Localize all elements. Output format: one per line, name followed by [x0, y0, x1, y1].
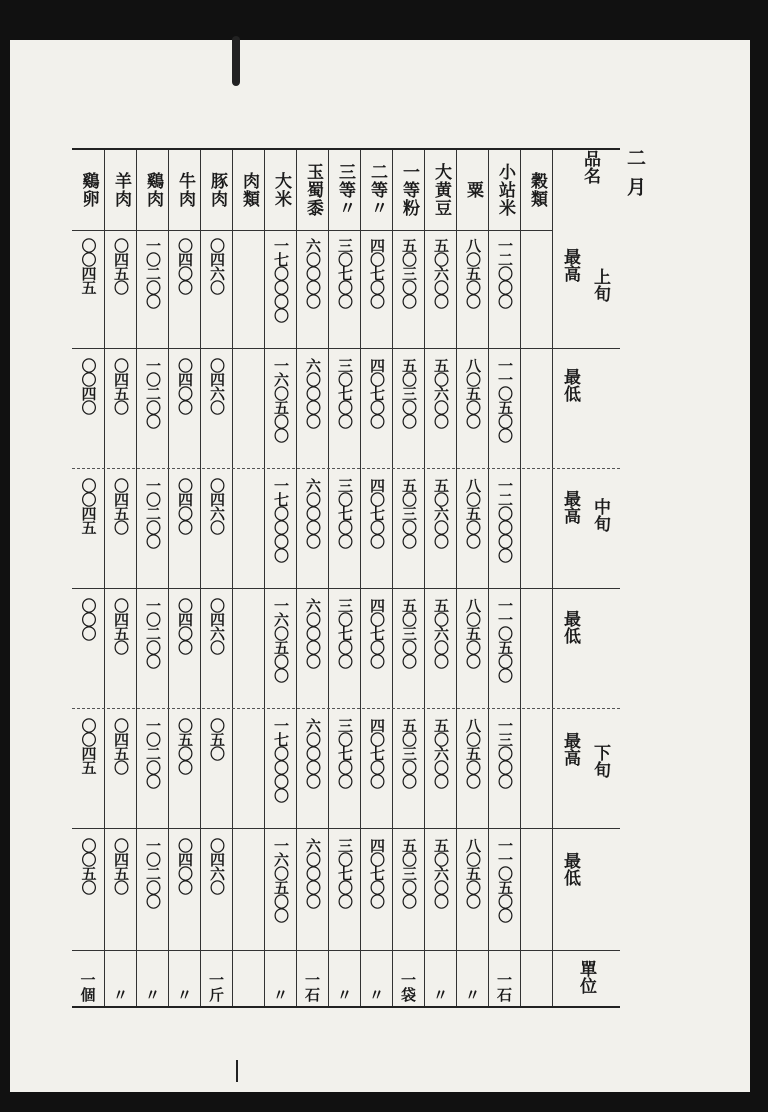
price-cell [457, 238, 488, 350]
price-cell [137, 478, 168, 590]
month-label: 二月 [624, 148, 646, 206]
price-value: 一七〇〇〇〇 [272, 238, 290, 322]
price-value: 六〇〇〇〇 [304, 478, 322, 548]
price-cell [425, 238, 456, 350]
price-value: 一七〇〇〇〇 [272, 478, 290, 562]
period-2-min: 最低 [560, 610, 580, 644]
scan-mark [236, 1060, 238, 1082]
price-cell [521, 718, 552, 830]
item-name: 小站米 [495, 163, 515, 217]
price-cell [233, 478, 264, 590]
unit-cell [393, 952, 424, 1002]
price-value: 一三〇〇〇 [496, 718, 514, 788]
price-value: 〇四五〇 [112, 238, 130, 294]
unit-value: 一石 [303, 972, 321, 1002]
price-value: 一六〇五〇〇 [272, 838, 290, 922]
price-value: 一六〇五〇〇 [272, 598, 290, 682]
price-value: 〇〇〇 [79, 598, 98, 640]
price-cell [425, 478, 456, 590]
price-cell [233, 238, 264, 350]
price-value: 〇四六〇 [208, 238, 226, 294]
unit-value: 〃 [367, 987, 385, 1002]
item-name-cell [265, 150, 296, 231]
price-value: 〇四五〇 [112, 838, 130, 894]
price-cell [297, 598, 328, 710]
price-value: 〇四五〇 [112, 478, 130, 534]
price-cell [105, 358, 136, 470]
period-1-min: 最低 [560, 368, 580, 402]
price-value: 一〇二〇〇 [144, 598, 162, 668]
price-cell [425, 838, 456, 950]
price-cell [521, 478, 552, 590]
price-value: 一〇二〇〇 [144, 478, 162, 548]
price-cell [72, 238, 104, 350]
unit-header: 單位 [576, 960, 596, 994]
price-cell [169, 478, 200, 590]
unit-value: 〃 [431, 987, 449, 1002]
item-name-cell [329, 150, 360, 231]
price-value: 〇四〇〇 [176, 598, 194, 654]
price-cell [489, 358, 520, 470]
period-1-label: 上旬 [590, 268, 610, 302]
item-name: 三等〃 [335, 163, 355, 217]
price-cell [425, 358, 456, 470]
price-value: 五〇六〇〇 [432, 238, 450, 308]
price-cell [521, 358, 552, 470]
item-name-cell [361, 150, 392, 231]
price-cell [393, 358, 424, 470]
price-value: 〇四〇〇 [176, 238, 194, 294]
item-column [392, 150, 424, 1006]
price-cell [137, 238, 168, 350]
price-cell [105, 478, 136, 590]
unit-cell [425, 952, 456, 1002]
item-name: 鷄肉 [143, 172, 163, 208]
price-value: 四〇七〇〇 [368, 598, 386, 668]
price-value: 〇五〇 [208, 718, 226, 760]
price-cell [521, 598, 552, 710]
price-value: 〇四六〇 [208, 358, 226, 414]
item-name: 鷄卵 [78, 172, 99, 208]
unit-cell [105, 952, 136, 1002]
price-cell [489, 718, 520, 830]
item-column [520, 150, 552, 1006]
unit-cell [489, 952, 520, 1002]
item-column [200, 150, 232, 1006]
price-cell [105, 238, 136, 350]
price-cell [169, 838, 200, 950]
price-value: 〇四〇〇 [176, 838, 194, 894]
item-column [360, 150, 392, 1006]
item-name: 大米 [271, 172, 291, 208]
price-cell [457, 478, 488, 590]
price-value: 三〇七〇〇 [336, 478, 354, 548]
unit-value: 〃 [143, 987, 161, 1002]
item-column [296, 150, 328, 1006]
price-cell [489, 838, 520, 950]
price-value: 八〇五〇〇 [464, 838, 482, 908]
unit-cell [137, 952, 168, 1002]
item-column [232, 150, 264, 1006]
price-value: 五〇三〇〇 [400, 838, 418, 908]
period-divider-3 [72, 828, 620, 829]
item-name: 一等粉 [399, 163, 419, 217]
price-cell [169, 358, 200, 470]
price-cell [72, 718, 104, 830]
price-cell [201, 478, 232, 590]
price-value: 三〇七〇〇 [336, 598, 354, 668]
unit-value: 一石 [495, 972, 513, 1002]
unit-value: 〃 [271, 987, 289, 1002]
price-cell [361, 838, 392, 950]
unit-value: 〃 [335, 987, 353, 1002]
price-value: 一一〇五〇〇 [496, 358, 514, 442]
price-cell [361, 238, 392, 350]
item-name: 羊肉 [111, 172, 131, 208]
price-value: 六〇〇〇〇 [304, 718, 322, 788]
price-value: 五〇三〇〇 [400, 598, 418, 668]
scan-smudge [232, 36, 240, 86]
price-cell [297, 478, 328, 590]
price-cell [137, 598, 168, 710]
item-name-cell [201, 150, 232, 231]
period-divider-2 [72, 588, 620, 589]
item-name-cell [425, 150, 456, 231]
item-column [136, 150, 168, 1006]
header-column [552, 148, 620, 1004]
price-cell [457, 598, 488, 710]
item-header: 品名 [580, 150, 600, 184]
price-value: 四〇七〇〇 [368, 838, 386, 908]
price-cell [393, 838, 424, 950]
price-cell [265, 838, 296, 950]
price-cell [489, 238, 520, 350]
price-value: 〇四五〇 [112, 598, 130, 654]
item-column [424, 150, 456, 1006]
price-value: 〇四六〇 [208, 478, 226, 534]
price-cell [233, 838, 264, 950]
period-3-label: 下旬 [590, 744, 610, 778]
price-value: 四〇七〇〇 [368, 478, 386, 548]
period-1-max: 最高 [560, 248, 580, 282]
unit-cell [72, 952, 104, 1002]
period-2-max: 最高 [560, 490, 580, 524]
price-cell [233, 718, 264, 830]
price-cell [137, 838, 168, 950]
price-cell [329, 478, 360, 590]
period-3-max: 最高 [560, 732, 580, 766]
price-value: 八〇五〇〇 [464, 238, 482, 308]
price-value: 一〇二〇〇 [144, 358, 162, 428]
price-cell [72, 598, 104, 710]
price-cell [393, 718, 424, 830]
price-cell [489, 598, 520, 710]
item-name-cell [457, 150, 488, 231]
price-cell [457, 838, 488, 950]
price-cell [297, 358, 328, 470]
period-divider-1 [72, 348, 620, 349]
price-value: 〇〇四五 [79, 718, 98, 774]
unit-divider [72, 950, 620, 951]
price-value: 一〇二〇〇 [144, 238, 162, 308]
price-cell [329, 838, 360, 950]
price-value: 五〇三〇〇 [400, 718, 418, 788]
item-column [168, 150, 200, 1006]
item-name: 粟 [463, 181, 483, 199]
unit-value: 〃 [463, 987, 481, 1002]
item-column [456, 150, 488, 1006]
price-cell [265, 718, 296, 830]
price-value: 一一〇五〇〇 [496, 838, 514, 922]
price-cell [329, 598, 360, 710]
unit-cell [457, 952, 488, 1002]
item-name: 肉類 [239, 172, 259, 208]
unit-value: 〃 [111, 987, 129, 1002]
price-cell [169, 238, 200, 350]
price-cell [105, 838, 136, 950]
price-cell [137, 718, 168, 830]
price-value: 〇〇四五 [79, 478, 98, 534]
price-cell [393, 478, 424, 590]
unit-cell [265, 952, 296, 1002]
item-name-cell [233, 150, 264, 231]
price-value: 〇四〇〇 [176, 358, 194, 414]
price-cell [521, 238, 552, 350]
item-column [104, 150, 136, 1006]
price-value: 五〇六〇〇 [432, 838, 450, 908]
price-value: 一七〇〇〇〇 [272, 718, 290, 802]
price-value: 一二〇〇〇 [496, 238, 514, 308]
price-value: 〇四五〇 [112, 358, 130, 414]
price-value: 四〇七〇〇 [368, 718, 386, 788]
price-cell [329, 358, 360, 470]
price-cell [457, 718, 488, 830]
price-value: 三〇七〇〇 [336, 838, 354, 908]
price-cell [329, 238, 360, 350]
price-cell [233, 358, 264, 470]
price-cell [201, 358, 232, 470]
unit-cell [169, 952, 200, 1002]
price-cell [297, 718, 328, 830]
price-value: 〇四六〇 [208, 598, 226, 654]
price-cell [201, 838, 232, 950]
price-value: 一六〇五〇〇 [272, 358, 290, 442]
price-cell [361, 478, 392, 590]
price-table [72, 148, 620, 1008]
price-value: 〇五〇〇 [176, 718, 194, 774]
price-value: 三〇七〇〇 [336, 358, 354, 428]
unit-value: 一袋 [399, 972, 417, 1002]
price-cell [137, 358, 168, 470]
price-cell [425, 598, 456, 710]
price-cell [361, 358, 392, 470]
price-value: 六〇〇〇〇 [304, 358, 322, 428]
price-cell [201, 238, 232, 350]
price-value: 〇四五〇 [112, 718, 130, 774]
price-cell [425, 718, 456, 830]
price-cell [489, 478, 520, 590]
price-cell [169, 718, 200, 830]
min-divider-2 [72, 708, 620, 710]
price-value: 一〇二〇〇 [144, 838, 162, 908]
price-cell [265, 358, 296, 470]
min-divider-1 [72, 468, 620, 470]
price-value: 五〇六〇〇 [432, 718, 450, 788]
price-value: 八〇五〇〇 [464, 718, 482, 788]
item-name: 穀類 [527, 172, 547, 208]
price-cell [201, 598, 232, 710]
period-2-label: 中旬 [590, 498, 610, 532]
price-cell [329, 718, 360, 830]
price-cell [361, 718, 392, 830]
price-value: 〇〇四五 [79, 238, 98, 294]
item-column [328, 150, 360, 1006]
period-3-min: 最低 [560, 852, 580, 886]
item-name-cell [169, 150, 200, 231]
price-cell [457, 358, 488, 470]
price-cell [361, 598, 392, 710]
price-value: 六〇〇〇〇 [304, 598, 322, 668]
item-name-cell [72, 150, 104, 231]
item-name: 大黄豆 [431, 163, 451, 217]
price-value: 五〇六〇〇 [432, 598, 450, 668]
unit-value: 一個 [78, 972, 97, 1002]
price-cell [393, 598, 424, 710]
price-value: 五〇三〇〇 [400, 358, 418, 428]
price-cell [201, 718, 232, 830]
unit-cell [361, 952, 392, 1002]
price-value: 四〇七〇〇 [368, 238, 386, 308]
unit-value: 一斤 [207, 972, 225, 1002]
item-name: 牛肉 [175, 172, 195, 208]
price-value: 一〇二〇〇 [144, 718, 162, 788]
price-value: 五〇三〇〇 [400, 478, 418, 548]
price-cell [297, 238, 328, 350]
price-value: 〇四六〇 [208, 838, 226, 894]
item-column [72, 150, 104, 1006]
price-value: 八〇五〇〇 [464, 598, 482, 668]
item-name: 玉蜀黍 [303, 163, 323, 217]
price-value: 五〇六〇〇 [432, 358, 450, 428]
price-value: 六〇〇〇〇 [304, 838, 322, 908]
item-name: 二等〃 [367, 163, 387, 217]
price-cell [393, 238, 424, 350]
price-value: 一一〇五〇〇 [496, 598, 514, 682]
unit-cell [201, 952, 232, 1002]
item-name-cell [521, 150, 552, 231]
price-value: 五〇三〇〇 [400, 238, 418, 308]
price-value: 〇四〇〇 [176, 478, 194, 534]
item-name-cell [393, 150, 424, 231]
price-value: 六〇〇〇〇 [304, 238, 322, 308]
price-value: 四〇七〇〇 [368, 358, 386, 428]
unit-value: 〃 [175, 987, 193, 1002]
item-name-cell [297, 150, 328, 231]
price-cell [233, 598, 264, 710]
price-value: 一二〇〇〇〇 [496, 478, 514, 562]
price-value: 五〇六〇〇 [432, 478, 450, 548]
price-cell [521, 838, 552, 950]
item-name: 豚肉 [207, 172, 227, 208]
price-cell [265, 238, 296, 350]
price-value: 〇〇五〇 [79, 838, 98, 894]
price-value: 三〇七〇〇 [336, 718, 354, 788]
price-value: 八〇五〇〇 [464, 358, 482, 428]
price-cell [265, 598, 296, 710]
item-name-cell [105, 150, 136, 231]
unit-cell [329, 952, 360, 1002]
price-cell [72, 358, 104, 470]
unit-cell [297, 952, 328, 1002]
price-cell [265, 478, 296, 590]
unit-cell [521, 952, 552, 1002]
price-value: 八〇五〇〇 [464, 478, 482, 548]
item-column [488, 150, 520, 1006]
unit-cell [233, 952, 264, 1002]
item-name-cell [489, 150, 520, 231]
price-cell [72, 838, 104, 950]
price-cell [105, 598, 136, 710]
item-name-cell [137, 150, 168, 231]
item-column [264, 150, 296, 1006]
price-cell [297, 838, 328, 950]
price-value: 三〇七〇〇 [336, 238, 354, 308]
price-cell [169, 598, 200, 710]
price-cell [72, 478, 104, 590]
price-cell [105, 718, 136, 830]
price-value: 〇〇四〇 [79, 358, 98, 414]
